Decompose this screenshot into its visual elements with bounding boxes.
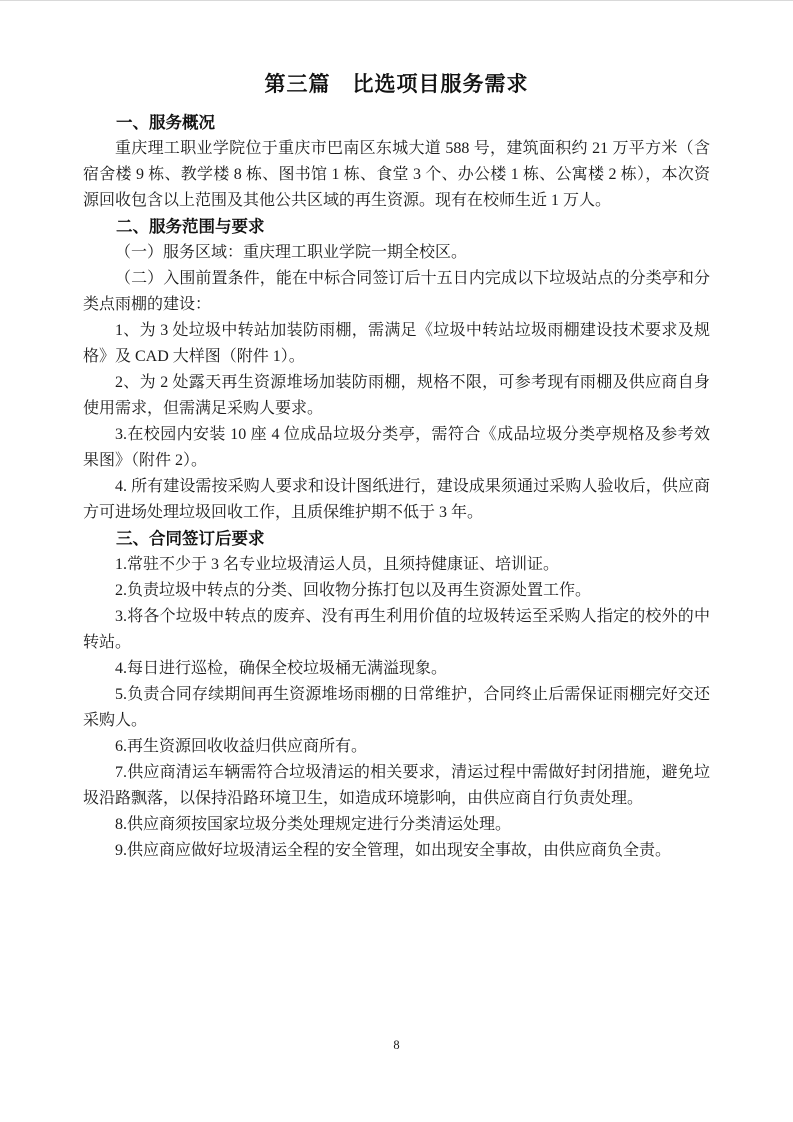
list-item: 8.供应商须按国家垃圾分类处理规定进行分类清运处理。 xyxy=(115,816,512,833)
list-item: 7.供应商清运车辆需符合垃圾清运的相关要求，清运过程中需做好封闭措施，避免垃圾沿路飘落，以保持沿路环境卫生，如造成环境影响，由供应商自行负责处理。 xyxy=(83,764,710,807)
document-title: 第三篇 比选项目服务需求 xyxy=(264,73,529,96)
section-heading-service-overview: 一、服务概况 xyxy=(116,114,215,132)
list-item: 2、为 2 处露天再生资源堆场加装防雨棚，规格不限，可参考现有雨棚及供应商自身使用需求，但需满足采购人要求。 xyxy=(83,374,710,417)
page-number: 8 xyxy=(393,1038,400,1052)
list-item: 3.在校园内安装 10 座 4 位成品垃圾分类亭，需符合《成品垃圾分类亭规格及参考效果图》（附件 2）。 xyxy=(83,426,710,469)
list-item: 1.常驻不少于 3 名专业垃圾清运人员，且须持健康证、培训证。 xyxy=(115,556,560,573)
list-item: 9.供应商应做好垃圾清运全程的安全管理，如出现安全事故，由供应商负全责。 xyxy=(115,842,672,859)
section-heading-post-contract: 三、合同签订后要求 xyxy=(116,530,265,548)
document-content xyxy=(0,1,793,864)
paragraph: （一）服务区域：重庆理工职业学院一期全校区。 xyxy=(115,244,468,261)
section-heading-service-scope: 二、服务范围与要求 xyxy=(116,218,265,236)
paragraph: 重庆理工职业学院位于重庆市巴南区东城大道 588 号，建筑面积约 21 万平方米（含宿舍楼 9 栋、教学楼 8 栋、图书馆 1 栋、食堂 3 个、办公楼 1 栋、公寓楼 2 栋），本次资源回收包含以上范围及其他公共区域的再生资源。现有在校师生近 1 万人。 xyxy=(83,140,710,209)
list-item: 5.负责合同存续期间再生资源堆场雨棚的日常维护，合同终止后需保证雨棚完好交还采购人。 xyxy=(83,686,710,729)
list-item: 3.将各个垃圾中转点的废弃、没有再生利用价值的垃圾转运至采购人指定的校外的中转站。 xyxy=(83,608,710,651)
list-item: 6.再生资源回收收益归供应商所有。 xyxy=(115,738,368,755)
list-item: 4. 所有建设需按采购人要求和设计图纸进行，建设成果须通过采购人验收后，供应商方可进场处理垃圾回收工作，且质保维护期不低于 3 年。 xyxy=(83,478,710,521)
paragraph: （二）入围前置条件，能在中标合同签订后十五日内完成以下垃圾站点的分类亭和分类点雨棚的建设： xyxy=(83,270,710,313)
list-item: 4.每日进行巡检，确保全校垃圾桶无满溢现象。 xyxy=(115,660,448,677)
list-item: 2.负责垃圾中转点的分类、回收物分拣打包以及再生资源处置工作。 xyxy=(115,582,592,599)
list-item: 1、为 3 处垃圾中转站加装防雨棚，需满足《垃圾中转站垃圾雨棚建设技术要求及规格》及 CAD 大样图（附件 1）。 xyxy=(83,322,710,365)
